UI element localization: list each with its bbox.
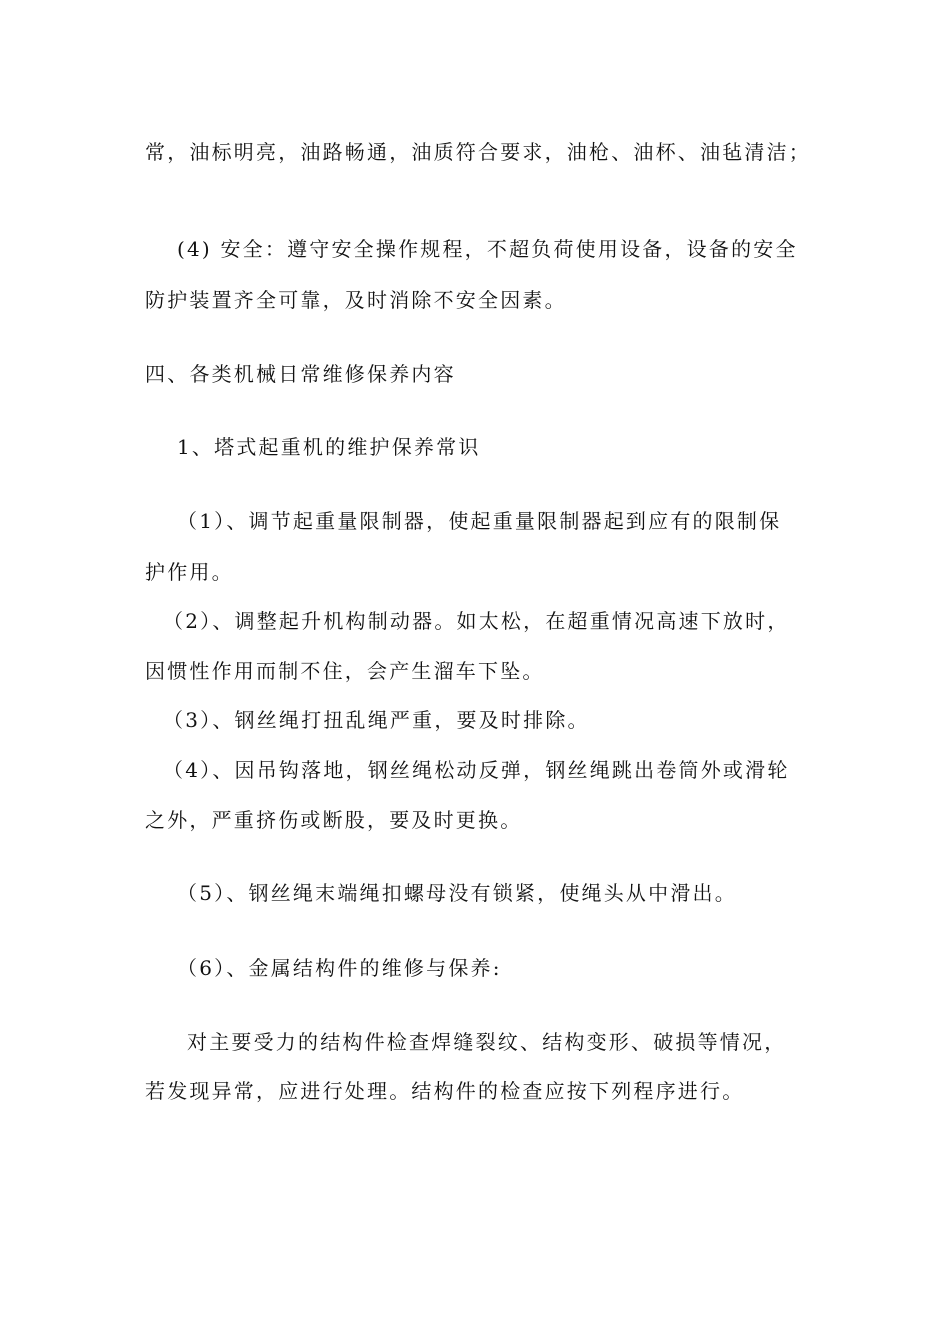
text-line: （3）、钢丝绳打扭乱绳严重，要及时排除。: [163, 708, 590, 732]
text-line: 护作用。: [145, 560, 234, 584]
text-line: （2）、调整起升机构制动器。如太松，在超重情况高速下放时，: [163, 609, 790, 633]
subsection-heading: 1、塔式起重机的维护保养常识: [177, 435, 481, 459]
text-line: 因惯性作用而制不住，会产生溜车下坠。: [145, 659, 545, 683]
section-heading: 四、各类机械日常维修保养内容: [145, 362, 456, 386]
text-line: 之外，严重挤伤或断股，要及时更换。: [145, 808, 523, 832]
text-line: （6）、金属结构件的维修与保养:: [177, 956, 502, 980]
text-line: （1）、调节起重量限制器，使起重量限制器起到应有的限制保: [177, 509, 782, 533]
text-line: 对主要受力的结构件检查焊缝裂纹、结构变形、破损等情况，: [187, 1030, 787, 1054]
text-line: （5）、钢丝绳末端绳扣螺母没有锁紧，使绳头从中滑出。: [177, 881, 737, 905]
text-line: 防护装置齐全可靠，及时消除不安全因素。: [145, 288, 567, 312]
text-line: 若发现异常，应进行处理。结构件的检查应按下列程序进行。: [145, 1079, 745, 1103]
text-line: (4) 安全：遵守安全操作规程，不超负荷使用设备，设备的安全: [177, 237, 798, 261]
text-line: （4）、因吊钩落地，钢丝绳松动反弹，钢丝绳跳出卷筒外或滑轮: [163, 758, 790, 782]
text-line: 常，油标明亮，油路畅通，油质符合要求，油枪、油杯、油毡清洁；: [145, 140, 811, 164]
